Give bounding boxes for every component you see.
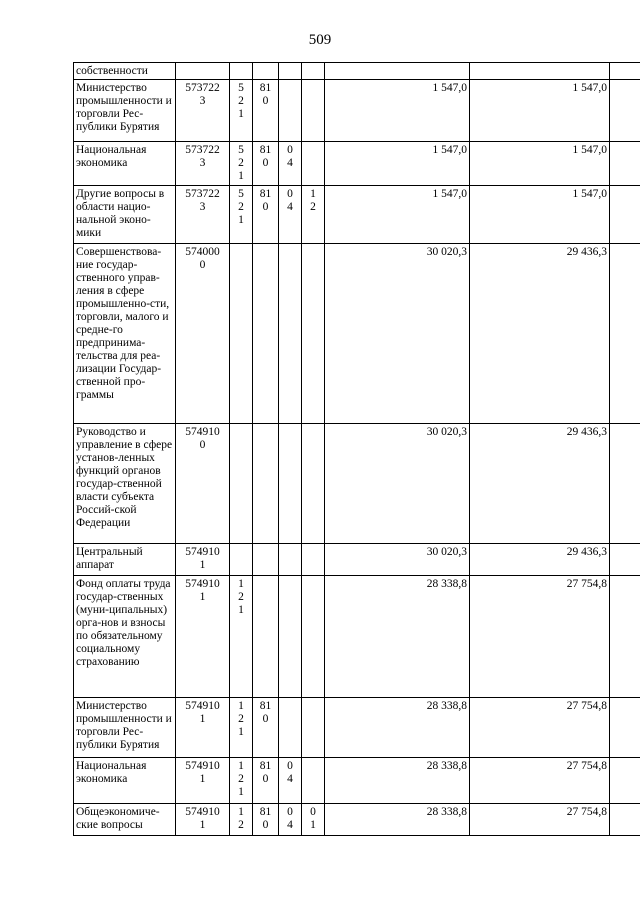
cell-subsection xyxy=(302,244,325,424)
cell-subsection xyxy=(302,63,325,80)
cell-subsection xyxy=(302,576,325,698)
cell-expense-type: 1 2 1 xyxy=(230,698,253,758)
cell-section: 0 4 xyxy=(279,804,302,836)
table-row xyxy=(74,80,640,142)
cell-expense-type: 5 2 1 xyxy=(230,80,253,142)
cell-administrator xyxy=(253,424,279,544)
table-row xyxy=(74,804,640,836)
cell-section xyxy=(279,424,302,544)
cell-amount-1: 1 547,0 xyxy=(325,142,470,186)
table-row xyxy=(74,142,640,186)
cell-subsection: 1 2 xyxy=(302,186,325,244)
cell-amount-2: 1 547,0 xyxy=(470,186,610,244)
cell-target-article xyxy=(176,63,230,80)
cell-amount-1: 30 020,3 xyxy=(325,544,470,576)
cell-target-article: 574910 1 xyxy=(176,698,230,758)
cell-amount-2: 1 547,0 xyxy=(470,80,610,142)
table-row xyxy=(74,186,640,244)
cell-section: 0 4 xyxy=(279,142,302,186)
cell-empty xyxy=(610,142,640,186)
cell-target-article: 574910 1 xyxy=(176,804,230,836)
cell-administrator: 81 0 xyxy=(253,698,279,758)
cell-name: Центральный аппарат xyxy=(74,544,176,576)
cell-expense-type xyxy=(230,244,253,424)
cell-amount-1: 28 338,8 xyxy=(325,804,470,836)
cell-empty xyxy=(610,244,640,424)
cell-administrator xyxy=(253,244,279,424)
cell-expense-type xyxy=(230,63,253,80)
cell-empty xyxy=(610,63,640,80)
cell-expense-type xyxy=(230,424,253,544)
cell-expense-type: 1 2 1 xyxy=(230,576,253,698)
cell-empty xyxy=(610,186,640,244)
page-number: 509 xyxy=(308,32,332,48)
cell-administrator: 81 0 xyxy=(253,186,279,244)
cell-expense-type: 1 2 xyxy=(230,804,253,836)
cell-amount-2: 27 754,8 xyxy=(470,758,610,804)
cell-expense-type: 1 2 1 xyxy=(230,758,253,804)
cell-target-article: 574910 1 xyxy=(176,576,230,698)
table-row xyxy=(74,63,640,80)
cell-section xyxy=(279,576,302,698)
cell-administrator xyxy=(253,63,279,80)
cell-amount-1: 30 020,3 xyxy=(325,424,470,544)
cell-target-article: 573722 3 xyxy=(176,186,230,244)
cell-expense-type xyxy=(230,544,253,576)
cell-empty xyxy=(610,424,640,544)
cell-administrator: 81 0 xyxy=(253,804,279,836)
cell-empty xyxy=(610,544,640,576)
cell-amount-2: 29 436,3 xyxy=(470,544,610,576)
cell-subsection xyxy=(302,424,325,544)
cell-administrator xyxy=(253,544,279,576)
cell-expense-type: 5 2 1 xyxy=(230,142,253,186)
cell-name: Руководство и управление в сфере установ-ленных функций органов государ-ственной власти субъекта Россий-ской Федерации xyxy=(74,424,176,544)
cell-section xyxy=(279,698,302,758)
cell-section xyxy=(279,80,302,142)
table-row xyxy=(74,576,640,698)
cell-target-article: 574910 0 xyxy=(176,424,230,544)
cell-amount-1: 1 547,0 xyxy=(325,80,470,142)
cell-amount-2: 1 547,0 xyxy=(470,142,610,186)
cell-target-article: 573722 3 xyxy=(176,80,230,142)
cell-administrator: 81 0 xyxy=(253,142,279,186)
cell-target-article: 574910 1 xyxy=(176,758,230,804)
budget-table xyxy=(73,62,640,836)
cell-amount-1: 28 338,8 xyxy=(325,576,470,698)
cell-amount-1 xyxy=(325,63,470,80)
cell-amount-1: 28 338,8 xyxy=(325,698,470,758)
cell-target-article: 574910 1 xyxy=(176,544,230,576)
cell-name: Министерство промышленности и торговли Рес-публики Бурятия xyxy=(74,80,176,142)
cell-name: собственности xyxy=(74,63,176,80)
cell-subsection xyxy=(302,142,325,186)
cell-amount-2: 29 436,3 xyxy=(470,244,610,424)
table-row xyxy=(74,544,640,576)
cell-name: Национальная экономика xyxy=(74,142,176,186)
cell-subsection xyxy=(302,698,325,758)
cell-name: Другие вопросы в области нацио-нальной эконо-мики xyxy=(74,186,176,244)
cell-administrator xyxy=(253,576,279,698)
cell-name: Министерство промышленности и торговли Рес-публики Бурятия xyxy=(74,698,176,758)
cell-amount-2: 27 754,8 xyxy=(470,576,610,698)
cell-amount-1: 30 020,3 xyxy=(325,244,470,424)
cell-name: Совершенствова-ние государ-ственного управ-ления в сфере промышленно-сти, торговли, малого и средне-го предпринима-тельства для реа-лизации Государ-ственной про-граммы xyxy=(74,244,176,424)
cell-subsection: 0 1 xyxy=(302,804,325,836)
cell-empty xyxy=(610,758,640,804)
cell-empty xyxy=(610,80,640,142)
cell-amount-2: 27 754,8 xyxy=(470,698,610,758)
cell-expense-type: 5 2 1 xyxy=(230,186,253,244)
cell-administrator: 81 0 xyxy=(253,80,279,142)
cell-name: Общеэкономиче-ские вопросы xyxy=(74,804,176,836)
cell-name: Национальная экономика xyxy=(74,758,176,804)
cell-target-article: 573722 3 xyxy=(176,142,230,186)
cell-section xyxy=(279,63,302,80)
cell-amount-2: 29 436,3 xyxy=(470,424,610,544)
table-row xyxy=(74,424,640,544)
cell-empty xyxy=(610,698,640,758)
cell-amount-2 xyxy=(470,63,610,80)
cell-subsection xyxy=(302,80,325,142)
cell-target-article: 574000 0 xyxy=(176,244,230,424)
cell-section xyxy=(279,544,302,576)
cell-subsection xyxy=(302,544,325,576)
table-row xyxy=(74,244,640,424)
cell-name: Фонд оплаты труда государ-ственных (муни-ципальных) орга-нов и взносы по обязательному социальному страхованию xyxy=(74,576,176,698)
cell-subsection xyxy=(302,758,325,804)
cell-empty xyxy=(610,576,640,698)
cell-amount-1: 1 547,0 xyxy=(325,186,470,244)
cell-amount-1: 28 338,8 xyxy=(325,758,470,804)
cell-section: 0 4 xyxy=(279,186,302,244)
cell-amount-2: 27 754,8 xyxy=(470,804,610,836)
cell-empty xyxy=(610,804,640,836)
table-row xyxy=(74,698,640,758)
cell-section xyxy=(279,244,302,424)
table-row xyxy=(74,758,640,804)
cell-administrator: 81 0 xyxy=(253,758,279,804)
cell-section: 0 4 xyxy=(279,758,302,804)
